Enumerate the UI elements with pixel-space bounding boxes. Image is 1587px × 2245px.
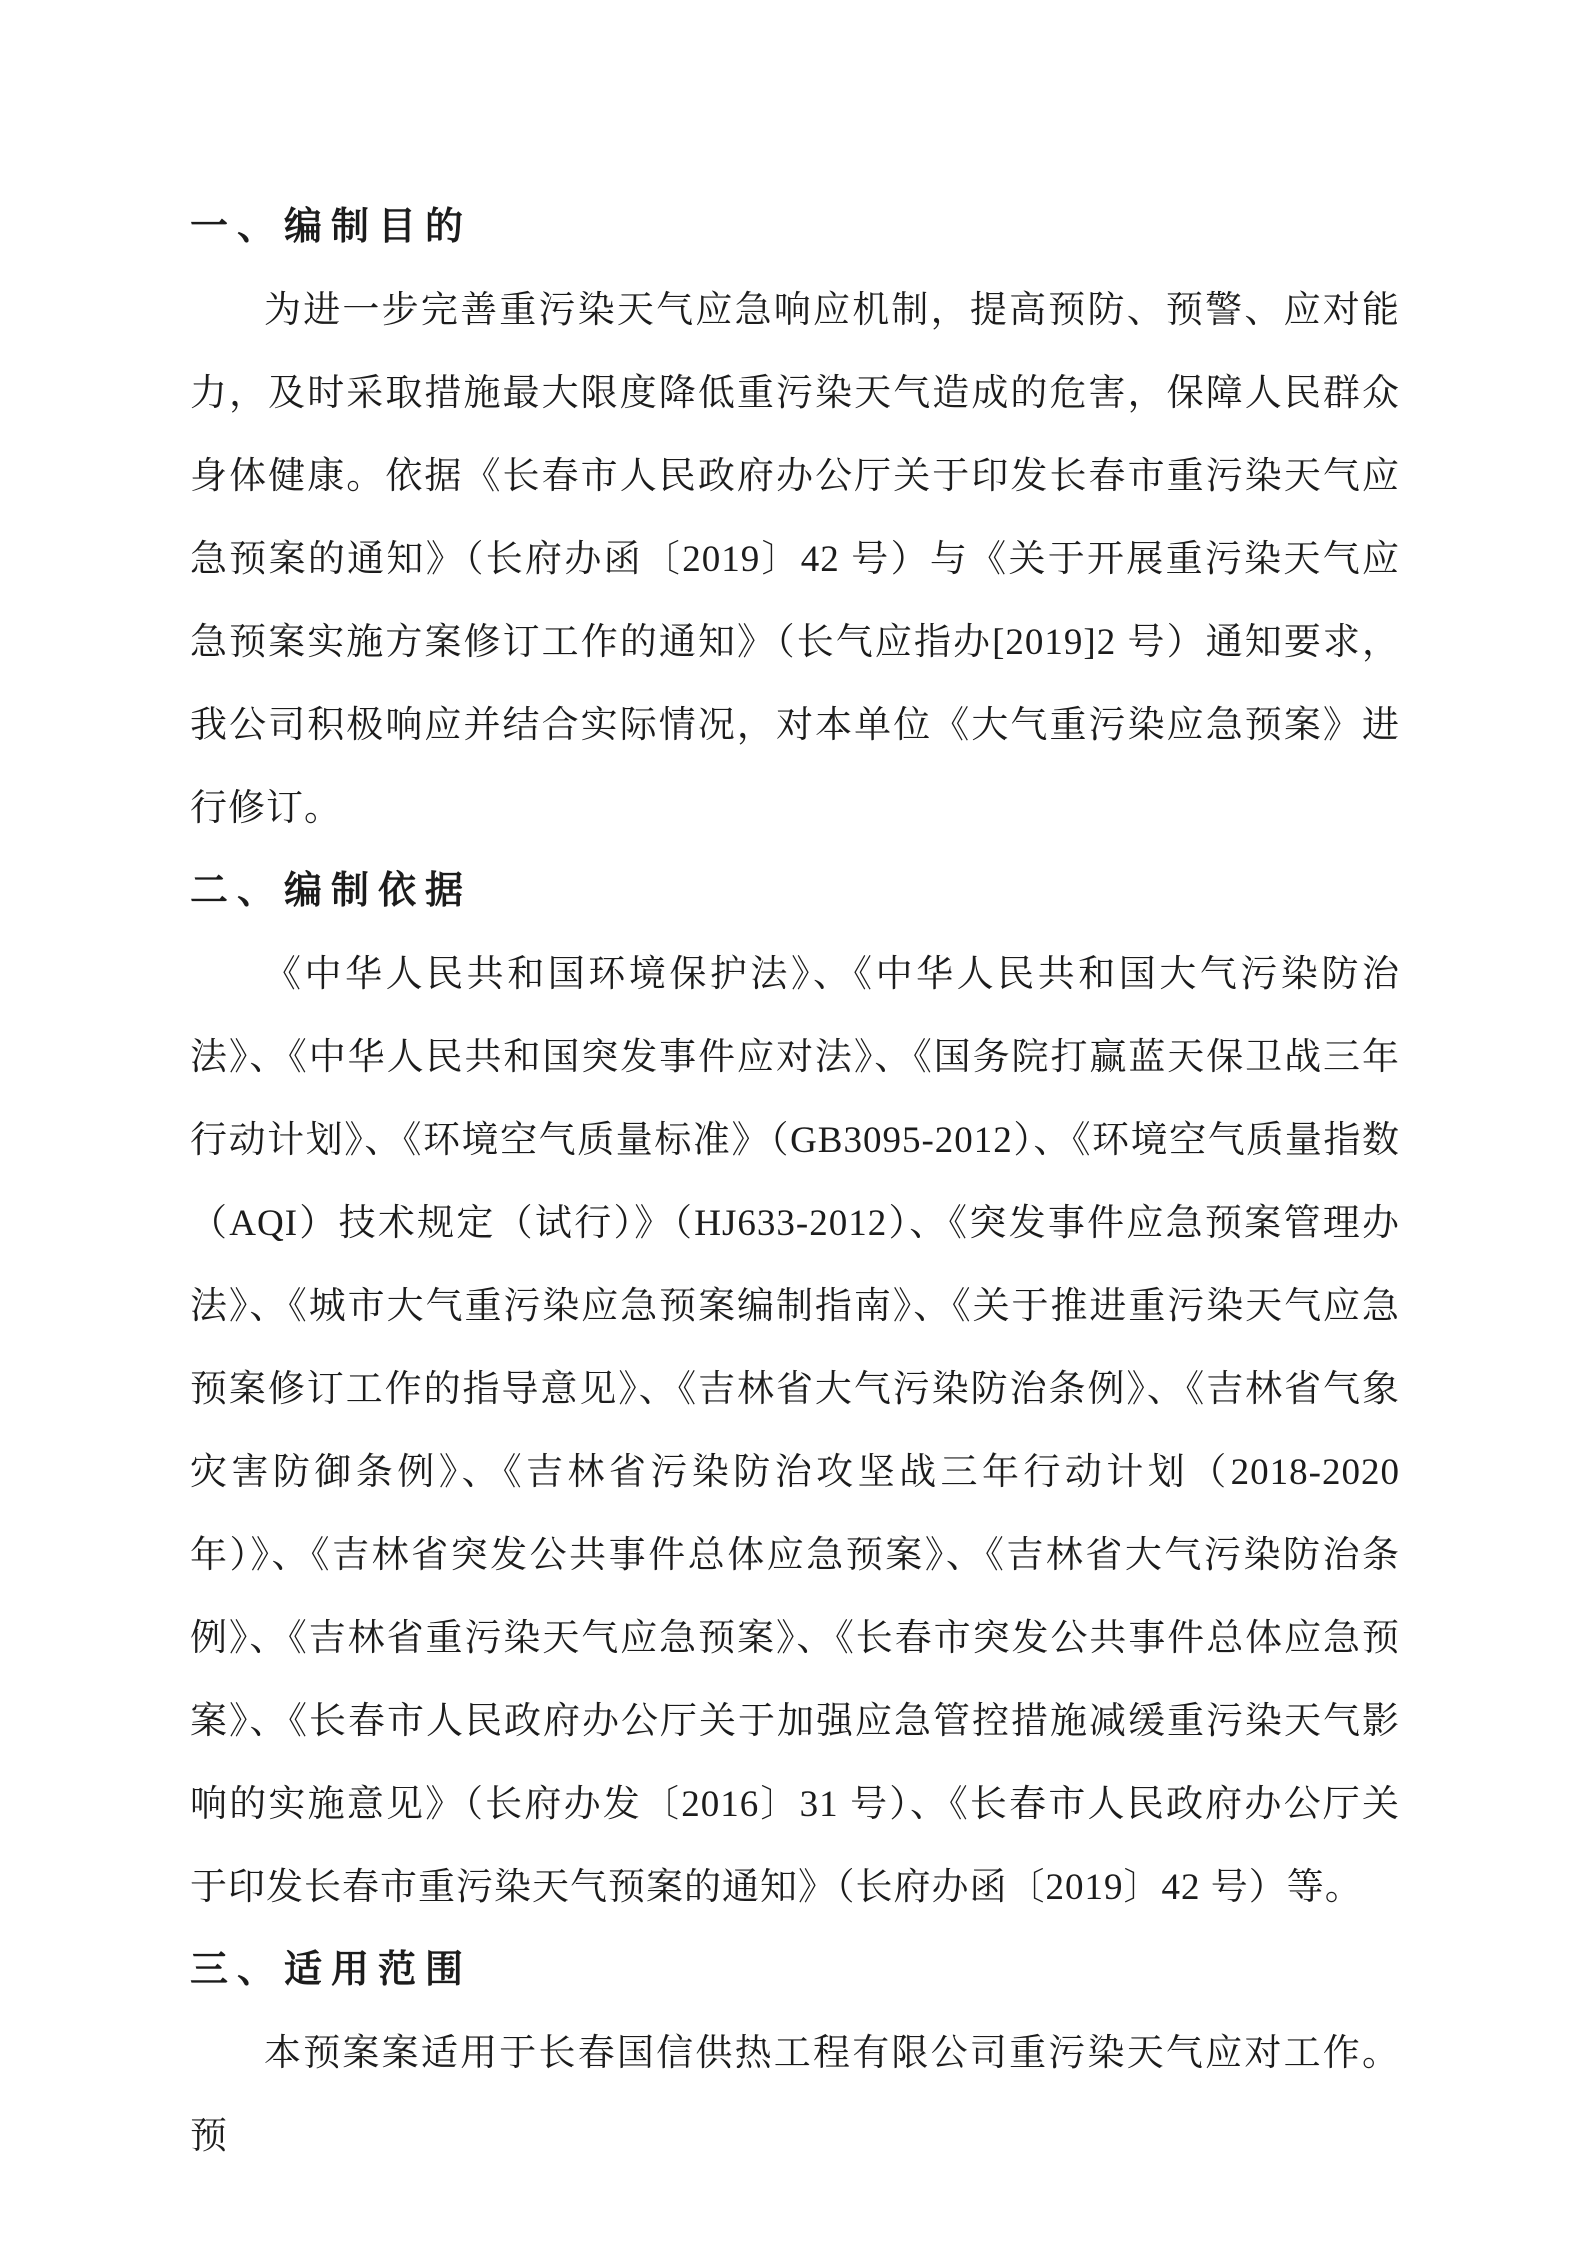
paragraph-scope: 本预案案适用于长春国信供热工程有限公司重污染天气应对工作。预: [190, 2033, 1400, 2157]
paragraph-purpose: 为进一步完善重污染天气应急响应机制，提高预防、预警、应对能力，及时采取措施最大限度降低重污染天气造成的危害，保障人民群众身体健康。依据《长春市人民政府办公厅关于印发长春市重污染天气应急预案的通知》（长府办函〔2019〕42 号）与《关于开展重污染天气应急预案实施方案修订工作的通知》（长气应指办[2019]2 号）通知要求，我公司积极响应并结合实际情况，对本单位《大气重污染应急预案》进行修订。: [190, 290, 1400, 829]
paragraph-basis: 《中华人民共和国环境保护法》、《中华人民共和国大气污染防治法》、《中华人民共和国突发事件应对法》、《国务院打赢蓝天保卫战三年行动计划》、《环境空气质量标准》（GB3095-2012）、《环境空气质量指数（AQI）技术规定（试行）》（HJ633-2012）、《突发事件应急预案管理办法》、《城市大气重污染应急预案编制指南》、《关于推进重污染天气应急预案修订工作的指导意见》、《吉林省大气污染防治条例》、《吉林省气象灾害防御条例》、《吉林省污染防治攻坚战三年行动计划（2018-2020 年）》、《吉林省突发公共事件总体应急预案》、《吉林省大气污染防治条例》、《吉林省重污染天气应急预案》、《长春市突发公共事件总体应急预案》、《长春市人民政府办公厅关于加强应急管控措施减缓重污染天气影响的实施意见》（长府办发〔2016〕31 号）、《长春市人民政府办公厅关于印发长春市重污染天气预案的通知》（长府办函〔2019〕42 号）等。: [190, 954, 1400, 1908]
section-heading-purpose: 一、编制目的: [190, 206, 473, 248]
document-page: [190, 186, 1400, 2178]
section-heading-basis: 二、编制依据: [190, 870, 473, 912]
section-heading-scope: 三、适用范围: [190, 1949, 473, 1991]
